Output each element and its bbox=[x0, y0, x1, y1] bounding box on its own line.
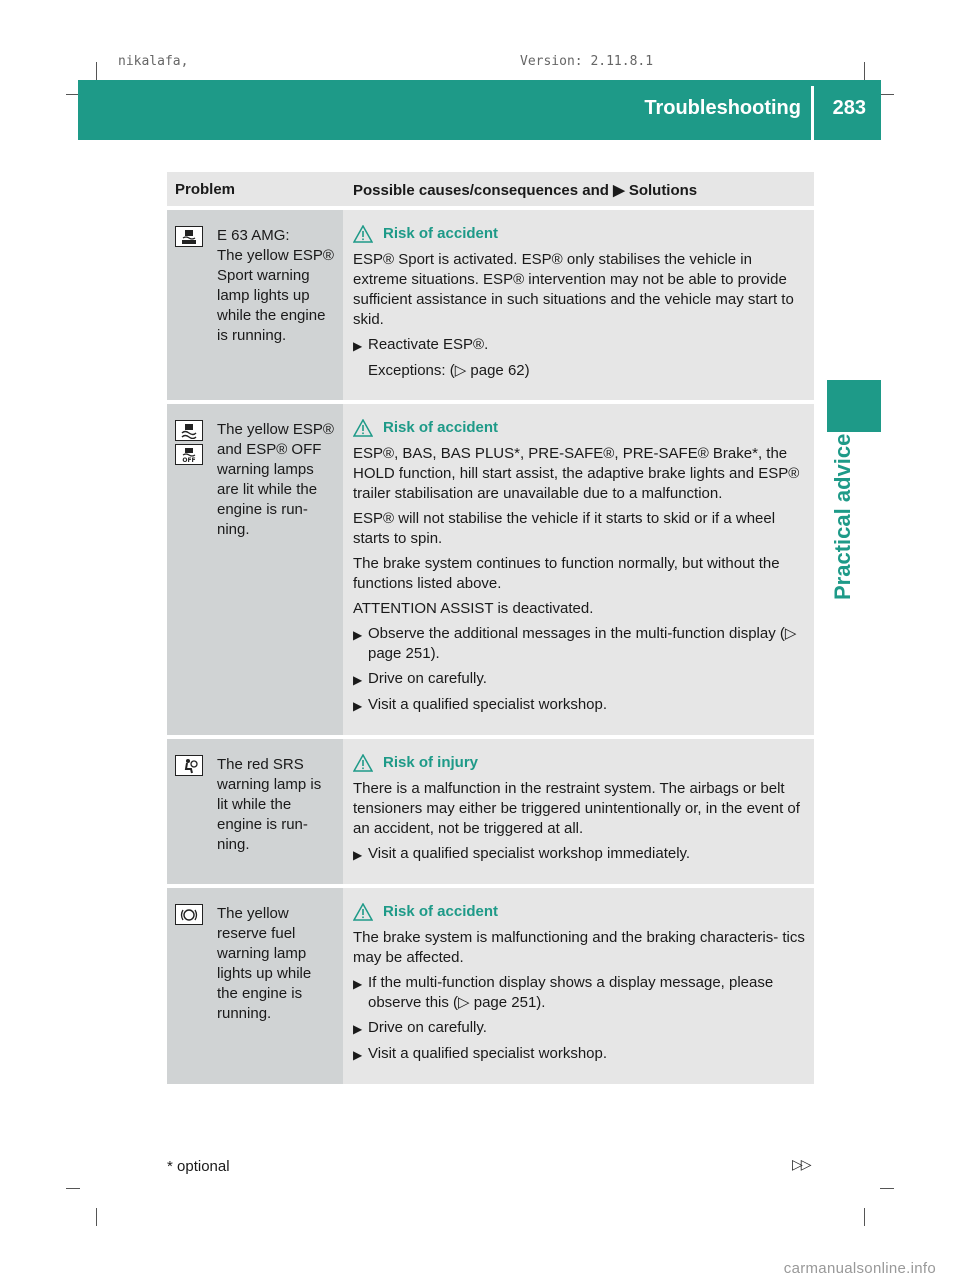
paragraph: The brake system continues to function normally, but without the functions listed above. bbox=[353, 555, 780, 592]
crop-mark bbox=[864, 1208, 865, 1226]
solution-cell bbox=[343, 404, 814, 735]
problem-description: E 63 AMG: The yellow ESP® Sport warning lamp lights up while the engine is running. bbox=[217, 227, 334, 344]
brake-lamp-icon bbox=[175, 904, 203, 925]
warning-triangle-icon bbox=[353, 754, 373, 772]
step-continuation: Exceptions: (▷ page 62) bbox=[368, 362, 530, 379]
step bbox=[353, 973, 808, 1013]
side-tab-marker bbox=[827, 380, 881, 432]
step-arrow-icon: ▶ bbox=[353, 848, 363, 862]
step-arrow-icon: ▶ bbox=[353, 977, 363, 991]
step-text: Visit a qualified specialist workshop immediately. bbox=[368, 845, 691, 862]
step-arrow-icon: ▶ bbox=[353, 339, 363, 353]
crop-mark bbox=[96, 62, 97, 82]
svg-text:OFF: OFF bbox=[182, 456, 196, 463]
solution-cell bbox=[343, 888, 814, 1084]
step-text: If the multi-function display shows a display message, please observe this (▷ page 251). bbox=[368, 974, 774, 1011]
step-arrow-icon: ▶ bbox=[353, 628, 363, 642]
table-header bbox=[167, 172, 814, 206]
crop-mark bbox=[864, 62, 865, 82]
step-arrow-icon: ▶ bbox=[353, 673, 363, 687]
lamp-icons bbox=[175, 755, 217, 870]
lamp-icons bbox=[175, 904, 217, 1070]
step-text: Observe the additional messages in the multi-function display (▷ page 251). bbox=[368, 625, 797, 662]
step bbox=[353, 1044, 808, 1065]
step-arrow-icon: ▶ bbox=[353, 1048, 363, 1062]
page-number: 283 bbox=[832, 97, 866, 119]
paragraph: ESP®, BAS, BAS PLUS*, PRE-SAFE®, PRE-SAFE® Brake*, the HOLD function, hill start assist, the adaptive brake lights and ESP® trailer stabilisation are unavailable due to a malfunction. bbox=[353, 445, 800, 502]
warning-label: Risk of accident bbox=[383, 419, 499, 436]
table-row bbox=[167, 884, 814, 1084]
paragraph: There is a malfunction in the restraint system. The airbags or belt tensioners may either be triggered unintentionally or, in the event of an accident, not be triggered at all. bbox=[353, 780, 800, 837]
lamp-icons bbox=[175, 226, 217, 386]
warning-heading bbox=[353, 418, 808, 438]
footnote-optional: * optional bbox=[167, 1158, 230, 1175]
esp-off-lamp-icon bbox=[175, 444, 203, 465]
paragraph: The brake system is malfunctioning and the braking characteris- tics may be affected. bbox=[353, 929, 805, 966]
esp-lamp-icon bbox=[175, 420, 203, 441]
step bbox=[353, 844, 808, 865]
step bbox=[353, 335, 808, 356]
crop-mark bbox=[880, 94, 894, 95]
print-meta-right: Version: 2.11.8.1 bbox=[520, 54, 654, 69]
warning-label: Risk of accident bbox=[383, 225, 499, 242]
crop-mark bbox=[880, 1188, 894, 1189]
column-header-problem: Problem bbox=[175, 181, 236, 198]
warning-heading bbox=[353, 753, 808, 773]
problem-cell bbox=[167, 404, 343, 735]
column-header-solutions: Possible causes/consequences and ▶ Solutions bbox=[353, 182, 698, 199]
table-row bbox=[167, 206, 814, 400]
step bbox=[353, 1018, 808, 1039]
warning-triangle-icon bbox=[353, 225, 373, 243]
step-text: Visit a qualified specialist workshop. bbox=[368, 696, 608, 713]
warning-triangle-icon bbox=[353, 419, 373, 437]
continued-arrows-icon: ▷▷ bbox=[792, 1156, 810, 1172]
warning-label: Risk of accident bbox=[383, 903, 499, 920]
problem-cell bbox=[167, 888, 343, 1084]
step-arrow-icon: ▶ bbox=[353, 1022, 363, 1036]
warning-heading bbox=[353, 902, 808, 922]
step-arrow-icon: ▶ bbox=[353, 699, 363, 713]
page-title: Troubleshooting bbox=[644, 97, 801, 119]
print-meta-left: nikalafa, bbox=[118, 54, 189, 69]
srs-lamp-icon bbox=[175, 755, 203, 776]
problem-cell bbox=[167, 210, 343, 400]
paragraph: ESP® will not stabilise the vehicle if it starts to skid or if a wheel starts to spin. bbox=[353, 510, 776, 547]
side-tab bbox=[830, 433, 880, 610]
problem-description: The red SRS warning lamp is lit while the engine is run- ning. bbox=[217, 756, 322, 853]
warning-heading bbox=[353, 224, 808, 244]
warning-label: Risk of injury bbox=[383, 754, 479, 771]
esp-sport-lamp-icon bbox=[175, 226, 203, 247]
step bbox=[353, 669, 808, 690]
problem-description: The yellow reserve fuel warning lamp lights up while the engine is running. bbox=[217, 905, 312, 1022]
paragraph: ATTENTION ASSIST is deactivated. bbox=[353, 600, 594, 617]
header-divider bbox=[811, 86, 814, 140]
step bbox=[353, 695, 808, 716]
step-text: Visit a qualified specialist workshop. bbox=[368, 1045, 608, 1062]
table-row bbox=[167, 400, 814, 735]
troubleshooting-table bbox=[167, 172, 814, 1084]
solution-cell bbox=[343, 739, 814, 884]
solution-cell bbox=[343, 210, 814, 400]
watermark: carmanualsonline.info bbox=[783, 1260, 936, 1277]
warning-triangle-icon bbox=[353, 903, 373, 921]
problem-cell bbox=[167, 739, 343, 884]
step-text: Drive on carefully. bbox=[368, 670, 487, 687]
crop-mark bbox=[66, 1188, 80, 1189]
step bbox=[353, 624, 808, 664]
paragraph: ESP® Sport is activated. ESP® only stabilises the vehicle in extreme situations. ESP® intervention may not be able to provide sufficient assistance in such situations and the vehicle may start to skid. bbox=[353, 251, 794, 328]
step-text: Drive on carefully. bbox=[368, 1019, 487, 1036]
table-row bbox=[167, 735, 814, 884]
step-text: Reactivate ESP®. bbox=[368, 336, 489, 353]
page-header bbox=[78, 80, 881, 140]
side-tab-label: Practical advice bbox=[830, 433, 855, 600]
crop-mark bbox=[96, 1208, 97, 1226]
lamp-icons bbox=[175, 420, 217, 721]
problem-description: The yellow ESP® and ESP® OFF warning lamps are lit while the engine is run- ning. bbox=[217, 421, 334, 538]
